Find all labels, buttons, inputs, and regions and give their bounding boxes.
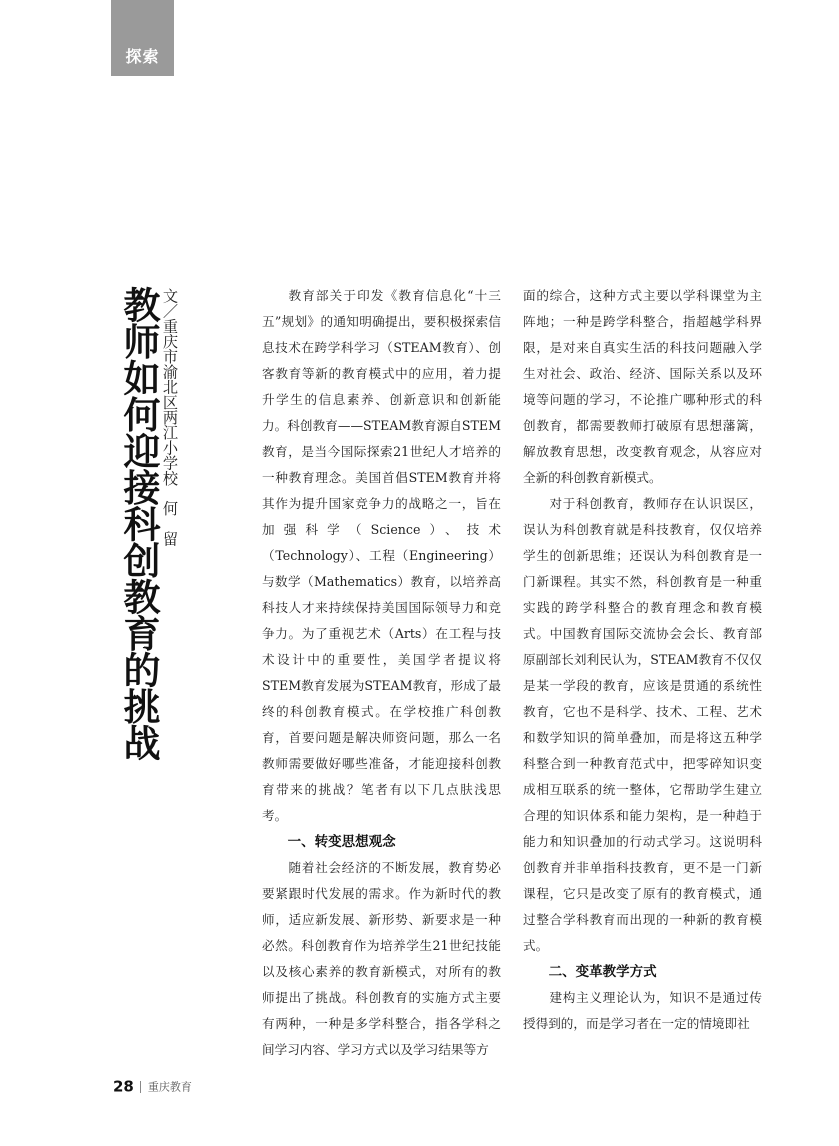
journal-name: 重庆教育 <box>147 1080 192 1094</box>
page-footer <box>113 1076 192 1096</box>
footer-divider <box>140 1081 141 1093</box>
body-column-left <box>262 283 501 1063</box>
body-column-right <box>523 283 762 1037</box>
section-heading-2: 二、变革教学方式 <box>548 964 657 980</box>
article-byline: 文／重庆市渝北区两江小学校 何 留 <box>161 288 179 547</box>
section-tag <box>111 0 174 76</box>
section-tag-label: 探索 <box>125 47 160 66</box>
paragraph-misconception: 对于科创教育，教师存在认识误区，误认为科创教育就是科技教育，仅仅培养学生的创新思维；还误认为科创教育是一门新课程。其实不然，科创教育是一种重实践的跨学科整合的教育理念和教育模式。中国教育国际交流协会会长、教育部原副部长刘利民认为，STEAM教育不仅仅是某一学段的教育，应该是贯通的系统性教育，它也不是科学、技术、工程、艺术和数学知识的简单叠加，而是将这五种学科整合到一种教育范式中，把零碎知识变成相互联系的统一整体，它帮助学生建立合理的知识体系和能力架构，是一种趋于能力和知识叠加的行动式学习。这说明科创教育并非单指科技教育，更不是一门新课程，它只是改变了原有的教育模式，通过整合学科教育而出现的一种新的教育模式。 <box>523 496 762 953</box>
paragraph-section1: 随着社会经济的不断发展，教育势必要紧跟时代发展的需求。作为新时代的教师，适应新发展、新形势、新要求是一种必然。科创教育作为培养学生21世纪技能以及核心素养的教育新模式，对所有的教师提出了挑战。科创教育的实施方式主要有两种，一种是多学科整合，指各学科之间学习内容、学习方式以及学习结果等方 <box>262 860 501 1057</box>
page-number: 28 <box>113 1077 134 1096</box>
section-heading-1: 一、转变思想观念 <box>287 834 396 850</box>
paragraph-section1-continued: 面的综合，这种方式主要以学科课堂为主阵地；一种是跨学科整合，指超越学科界限，是对来自真实生活的科技问题融入学生对社会、政治、经济、国际关系以及环境等问题的学习，不论推广哪种形式的科创教育，都需要教师打破原有思想藩篱，解放教育思想，改变教育观念，从容应对全新的科创教育新模式。 <box>523 288 762 485</box>
paragraph-section2: 建构主义理论认为，知识不是通过传授得到的，而是学习者在一定的情境即社 <box>523 990 762 1031</box>
article-title: 教师如何迎接科创教育的挑战 <box>117 286 160 761</box>
paragraph-intro: 教育部关于印发《教育信息化“十三五”规划》的通知明确提出，要积极探索信息技术在跨学科学习（STEAM教育）、创客教育等新的教育模式中的应用，着力提升学生的信息素养、创新意识和创新能力。科创教育——STEAM教育源自STEM教育，是当今国际探索21世纪人才培养的一种教育理念。美国首倡STEM教育并将其作为提升国家竞争力的战略之一，旨在加强科学（Science）、技术（Technology）、工程（Engineering）与数学（Mathematics）教育，以培养高科技人才来持续保持美国国际领导力和竞争力。为了重视艺术（Arts）在工程与技术设计中的重要性，美国学者提议将STEM教育发展为STEAM教育，形成了最终的科创教育模式。在学校推广科创教育，首要问题是解决师资问题，那么一名教师需要做好哪些准备，才能迎接科创教育带来的挑战？笔者有以下几点肤浅思考。 <box>262 288 501 823</box>
